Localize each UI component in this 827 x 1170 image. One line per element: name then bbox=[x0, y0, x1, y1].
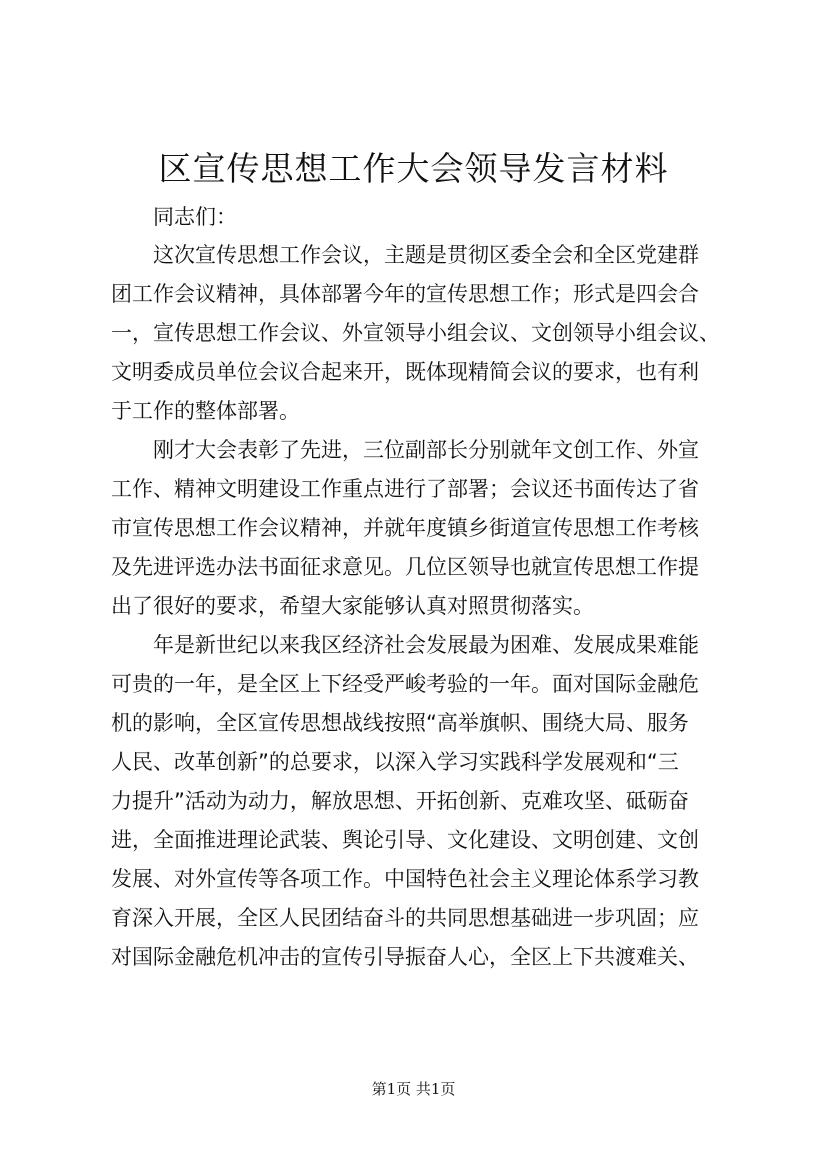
text-line: 对国际金融危机冲击的宣传引导振奋人心，全区上下共渡难关、 bbox=[111, 945, 699, 969]
text-line: 进，全面推进理论武装、舆论引导、文化建设、文明创建、文创 bbox=[111, 828, 699, 852]
text-line: 同志们： bbox=[153, 205, 237, 229]
text-line: 力提升”活动为动力，解放思想、开拓创新、克难攻坚、砥砺奋 bbox=[111, 789, 689, 813]
text-line: 机的影响，全区宣传思想战线按照“高举旗帜、围绕大局、服务 bbox=[111, 711, 689, 735]
text-line: 团工作会议精神，具体部署今年的宣传思想工作；形式是四会合 bbox=[111, 282, 699, 306]
text-line: 这次宣传思想工作会议，主题是贯彻区委全会和全区党建群 bbox=[153, 243, 699, 267]
text-line: 于工作的整体部署。 bbox=[111, 399, 300, 423]
text-line: 文明委成员单位会议合起来开，既体现精简会议的要求，也有利 bbox=[111, 360, 699, 384]
text-line: 年是新世纪以来我区经济社会发展最为困难、发展成果难能 bbox=[153, 633, 699, 657]
text-line: 一，宣传思想工作会议、外宣领导小组会议、文创领导小组会议、 bbox=[111, 321, 720, 345]
document-title: 区宣传思想工作大会领导发言材料 bbox=[158, 149, 669, 188]
page-footer: 第1页 共1页 bbox=[371, 1080, 456, 1098]
text-line: 育深入开展，全区人民团结奋斗的共同思想基础进一步巩固；应 bbox=[111, 906, 699, 930]
text-line: 刚才大会表彰了先进，三位副部长分别就年文创工作、外宣 bbox=[153, 438, 699, 462]
text-line: 市宣传思想工作会议精神，并就年度镇乡街道宣传思想工作考核 bbox=[111, 516, 699, 540]
text-line: 可贵的一年，是全区上下经受严峻考验的一年。面对国际金融危 bbox=[111, 672, 699, 696]
text-line: 工作、精神文明建设工作重点进行了部署；会议还书面传达了省 bbox=[111, 477, 699, 501]
text-line: 人民、改革创新”的总要求，以深入学习实践科学发展观和“三 bbox=[111, 750, 679, 774]
text-line: 出了很好的要求，希望大家能够认真对照贯彻落实。 bbox=[111, 594, 594, 618]
text-line: 及先进评选办法书面征求意见。几位区领导也就宣传思想工作提 bbox=[111, 555, 699, 579]
text-line: 发展、对外宣传等各项工作。中国特色社会主义理论体系学习教 bbox=[111, 867, 699, 891]
